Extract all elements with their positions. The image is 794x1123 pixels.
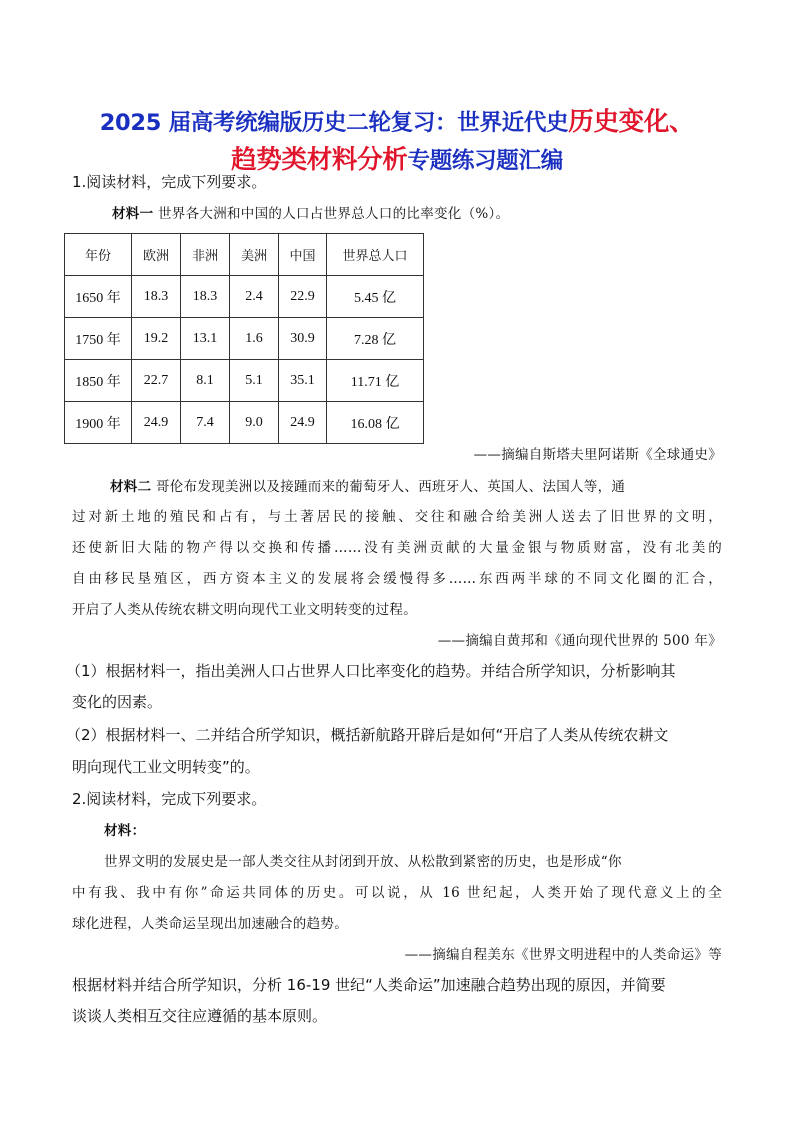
table-cell: 1750 年 <box>65 318 132 360</box>
material-2-line: 开启了人类从传统农耕文明向现代工业文明转变的过程。 <box>72 602 417 618</box>
document-title-line-2 <box>60 140 734 176</box>
q1-intro: 1.阅读材料，完成下列要求。 <box>72 173 267 191</box>
q1-material-1 <box>112 204 509 224</box>
table-cell: 8.1 <box>181 360 230 402</box>
table-header-cell: 世界总人口 <box>327 234 424 276</box>
q1-subquestion-1-line: 变化的因素。 <box>72 693 163 711</box>
table-cell: 13.1 <box>181 318 230 360</box>
table-row <box>65 276 424 318</box>
q2-material-line: 世界文明的发展史是一部人类交往从封闭到开放、从松散到紧密的历史，也是形成“你 <box>104 854 622 870</box>
q2-intro: 2.阅读材料，完成下列要求。 <box>72 790 267 808</box>
q2-material-source: ——摘编自程美东《世界文明进程中的人类命运》等 <box>404 947 722 963</box>
title-blue-part: 专题练习题汇编 <box>407 148 563 174</box>
table-cell: 22.7 <box>132 360 181 402</box>
table-cell: 5.1 <box>230 360 279 402</box>
q2-material-line: 中有我、我中有你”命运共同体的历史。可以说，从 16 世纪起，人类开始了现代意义上的全 <box>72 885 722 901</box>
table-header-cell: 中国 <box>279 234 327 276</box>
table-cell: 18.3 <box>132 276 181 318</box>
q2-question-line: 谈谈人类相互交往应遵循的基本原则。 <box>72 1007 328 1025</box>
table-cell: 24.9 <box>132 402 181 444</box>
table-header-cell: 年份 <box>65 234 132 276</box>
material-2-label: 材料二 <box>110 479 152 495</box>
material-1-label: 材料一 <box>112 206 154 222</box>
table-header-cell: 非洲 <box>181 234 230 276</box>
title-red-part: 历史变化、 <box>568 107 695 137</box>
table-cell: 16.08 亿 <box>327 402 424 444</box>
q2-material-label: 材料： <box>104 823 146 839</box>
table-cell: 35.1 <box>279 360 327 402</box>
table-cell: 7.28 亿 <box>327 318 424 360</box>
table-cell: 7.4 <box>181 402 230 444</box>
material-2-line: 过对新土地的殖民和占有，与土著居民的接触、交往和融合给美洲人送去了旧世界的文明， <box>72 509 722 525</box>
material-2-line: 自由移民垦殖区，西方资本主义的发展将会缓慢得多……东西两半球的不同文化圈的汇合， <box>72 571 722 587</box>
table-cell: 1850 年 <box>65 360 132 402</box>
q1-subquestion-2-line: （2）根据材料一、二并结合所学知识，概括新航路开辟后是如何“开启了人类从传统农耕文 <box>66 726 669 744</box>
table-cell: 1650 年 <box>65 276 132 318</box>
material-2-source: ——摘编自黄邦和《通向现代世界的 500 年》 <box>437 633 722 649</box>
q1-material-2-line-1 <box>110 477 625 497</box>
material-2-line: 还使新旧大陆的物产得以交换和传播……没有美洲贡献的大量金银与物质财富，没有北美的 <box>72 540 722 556</box>
table-cell: 1900 年 <box>65 402 132 444</box>
table-cell: 11.71 亿 <box>327 360 424 402</box>
population-table <box>64 233 424 444</box>
q1-subquestion-1-line: （1）根据材料一，指出美洲人口占世界人口比率变化的趋势。并结合所学知识，分析影响其 <box>66 662 676 680</box>
title-red-part: 趋势类材料分析 <box>231 145 408 175</box>
table-header-cell: 美洲 <box>230 234 279 276</box>
table-header-cell: 欧洲 <box>132 234 181 276</box>
q2-question-line: 根据材料并结合所学知识，分析 16-19 世纪“人类命运”加速融合趋势出现的原因，并简要 <box>72 976 666 994</box>
table-cell: 2.4 <box>230 276 279 318</box>
table-cell: 30.9 <box>279 318 327 360</box>
table-cell: 5.45 亿 <box>327 276 424 318</box>
q2-material-line: 球化进程，人类命运呈现出加速融合的趋势。 <box>72 916 348 932</box>
material-2-text: 哥伦布发现美洲以及接踵而来的葡萄牙人、西班牙人、英国人、法国人等，通 <box>156 479 626 495</box>
table-row <box>65 402 424 444</box>
material-1-text: 世界各大洲和中国的人口占世界总人口的比率变化（%）。 <box>158 206 510 222</box>
document-title-line-1 <box>60 102 734 138</box>
table-cell: 19.2 <box>132 318 181 360</box>
table-cell: 22.9 <box>279 276 327 318</box>
q1-subquestion-2-line: 明向现代工业文明转变”的。 <box>72 758 260 776</box>
table-header-row <box>65 234 424 276</box>
table-cell: 24.9 <box>279 402 327 444</box>
table-cell: 18.3 <box>181 276 230 318</box>
material-1-source: ——摘编自斯塔夫里阿诺斯《全球通史》 <box>473 447 722 463</box>
table-cell: 9.0 <box>230 402 279 444</box>
table-cell: 1.6 <box>230 318 279 360</box>
title-blue-part: 2025 届高考统编版历史二轮复习：世界近代史 <box>99 110 569 136</box>
table-row <box>65 360 424 402</box>
table-row <box>65 318 424 360</box>
